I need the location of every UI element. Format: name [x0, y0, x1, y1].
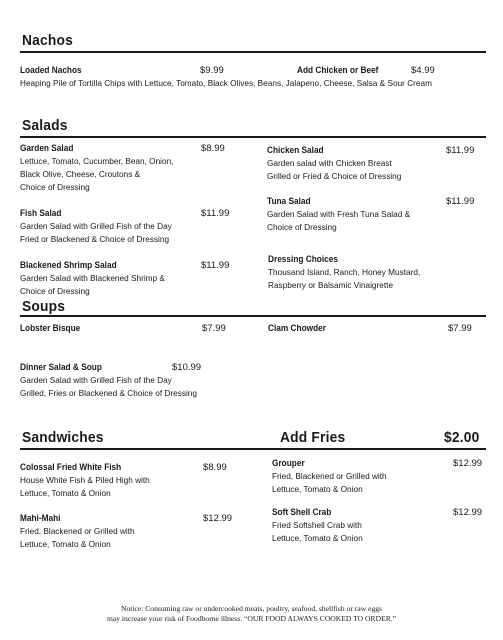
item-price-lobster-bisque: $7.99	[202, 323, 226, 334]
item-price-clam-chowder: $7.99	[448, 323, 472, 334]
desc-line: Lettuce, Tomato & Onion	[272, 484, 363, 494]
desc-line: Choice of Dressing	[267, 222, 337, 232]
desc-line: Garden salad with Chicken Breast	[267, 158, 392, 168]
notice-line: may increase your risk of Foodborne illness. “OUR FOOD ALWAYS COOKED TO ORDER.”	[106, 614, 397, 623]
desc-line: Lettuce, Tomato, Cucumber, Bean, Onion,	[20, 156, 174, 166]
desc-line: Thousand Island, Ranch, Honey Mustard,	[268, 267, 421, 277]
item-desc-dressing-choices	[268, 266, 420, 292]
item-name-chicken-salad: Chicken Salad	[267, 145, 324, 155]
addon-name: Add Chicken or Beef	[297, 65, 379, 75]
item-name-clam-chowder: Clam Chowder	[268, 323, 326, 333]
item-price-chicken-salad: $11.99	[446, 145, 475, 156]
item-price-soft-shell-crab: $12.99	[453, 507, 483, 518]
item-name-tuna-salad: Tuna Salad	[267, 196, 311, 206]
item-desc-loaded-nachos: Heaping Pile of Tortilla Chips with Lettuce, Tomato, Black Olives, Beans, Jalapeno, Cheese, Salsa & Sour Cream	[20, 78, 432, 88]
item-name-dressing-choices: Dressing Choices	[268, 254, 338, 264]
item-price-colossal-fried-white-fish: $8.99	[203, 462, 227, 473]
item-name-mahi-mahi: Mahi-Mahi	[20, 513, 61, 523]
desc-line: Fried Softshell Crab with	[272, 520, 362, 530]
desc-line: Fried, Blackened or Grilled with	[272, 471, 387, 481]
desc-line: Fried, Blackened or Grilled with	[20, 526, 135, 536]
desc-line: Garden Salad with Grilled Fish of the Day	[20, 375, 172, 385]
desc-line: Fried or Blackened & Choice of Dressing	[20, 234, 170, 244]
item-price-fish-salad: $11.99	[201, 208, 230, 219]
item-desc-fish-salad	[20, 220, 172, 246]
desc-line: Grilled, Fries or Blackened & Choice of Dressing	[20, 388, 197, 398]
item-desc-chicken-salad	[267, 157, 401, 183]
section-divider	[20, 448, 486, 450]
section-title-salads: Salads	[22, 117, 68, 134]
desc-line: Lettuce, Tomato & Onion	[272, 533, 363, 543]
section-divider	[20, 51, 486, 53]
add-fries-label: Add Fries	[280, 429, 346, 446]
desc-line: Choice of Dressing	[20, 286, 90, 296]
item-name-blackened-shrimp-salad: Blackened Shrimp Salad	[20, 260, 117, 270]
item-price-blackened-shrimp-salad: $11.99	[201, 260, 230, 271]
item-desc-soft-shell-crab	[272, 519, 363, 545]
item-desc-garden-salad	[20, 155, 173, 194]
health-notice	[0, 604, 503, 624]
desc-line: Grilled or Fried & Choice of Dressing	[267, 171, 402, 181]
section-divider	[20, 315, 486, 317]
item-name-lobster-bisque: Lobster Bisque	[20, 323, 81, 333]
desc-line: Lettuce, Tomato & Onion	[20, 488, 111, 498]
item-price-garden-salad: $8.99	[201, 143, 225, 154]
notice-line: Notice: Consuming raw or undercooked meats, poultry, seafood, shellfish or raw eggs	[120, 604, 382, 613]
item-name-grouper: Grouper	[272, 458, 305, 468]
item-name-fish-salad: Fish Salad	[20, 208, 62, 218]
section-title-nachos: Nachos	[22, 32, 73, 49]
item-price-dinner-salad-soup: $10.99	[172, 362, 202, 373]
item-name-dinner-salad-soup: Dinner Salad & Soup	[20, 362, 102, 372]
desc-line: Choice of Dressing	[20, 182, 90, 192]
section-title-soups: Soups	[22, 298, 66, 315]
item-desc-colossal-fried-white-fish	[20, 474, 150, 500]
section-divider	[20, 136, 486, 138]
desc-line: Black Olive, Cheese, Croutons &	[20, 169, 141, 179]
desc-line: House White Fish & Piled High with	[20, 475, 150, 485]
desc-line: Raspberry or Balsamic Vinaigrette	[268, 280, 394, 290]
item-price-mahi-mahi: $12.99	[203, 513, 233, 524]
desc-line: Garden Salad with Blackened Shrimp &	[20, 273, 165, 283]
item-desc-grouper	[272, 470, 387, 496]
item-name-soft-shell-crab: Soft Shell Crab	[272, 507, 332, 517]
item-name-loaded-nachos: Loaded Nachos	[20, 65, 82, 75]
item-desc-mahi-mahi	[20, 525, 135, 551]
addon-price: $4.99	[411, 65, 435, 76]
item-desc-dinner-salad-soup	[20, 374, 197, 400]
add-fries-price: $2.00	[444, 429, 480, 446]
section-title-sandwiches: Sandwiches	[22, 429, 104, 446]
item-desc-blackened-shrimp-salad	[20, 272, 165, 298]
desc-line: Garden Salad with Grilled Fish of the Day	[20, 221, 172, 231]
desc-line: Lettuce, Tomato & Onion	[20, 539, 111, 549]
item-price-loaded-nachos: $9.99	[200, 65, 224, 76]
desc-line: Garden Salad with Fresh Tuna Salad &	[267, 209, 411, 219]
item-price-grouper: $12.99	[453, 458, 483, 469]
item-price-tuna-salad: $11.99	[446, 196, 475, 207]
item-desc-tuna-salad	[267, 208, 410, 234]
item-name-garden-salad: Garden Salad	[20, 143, 74, 153]
item-name-colossal-fried-white-fish: Colossal Fried White Fish	[20, 462, 122, 472]
